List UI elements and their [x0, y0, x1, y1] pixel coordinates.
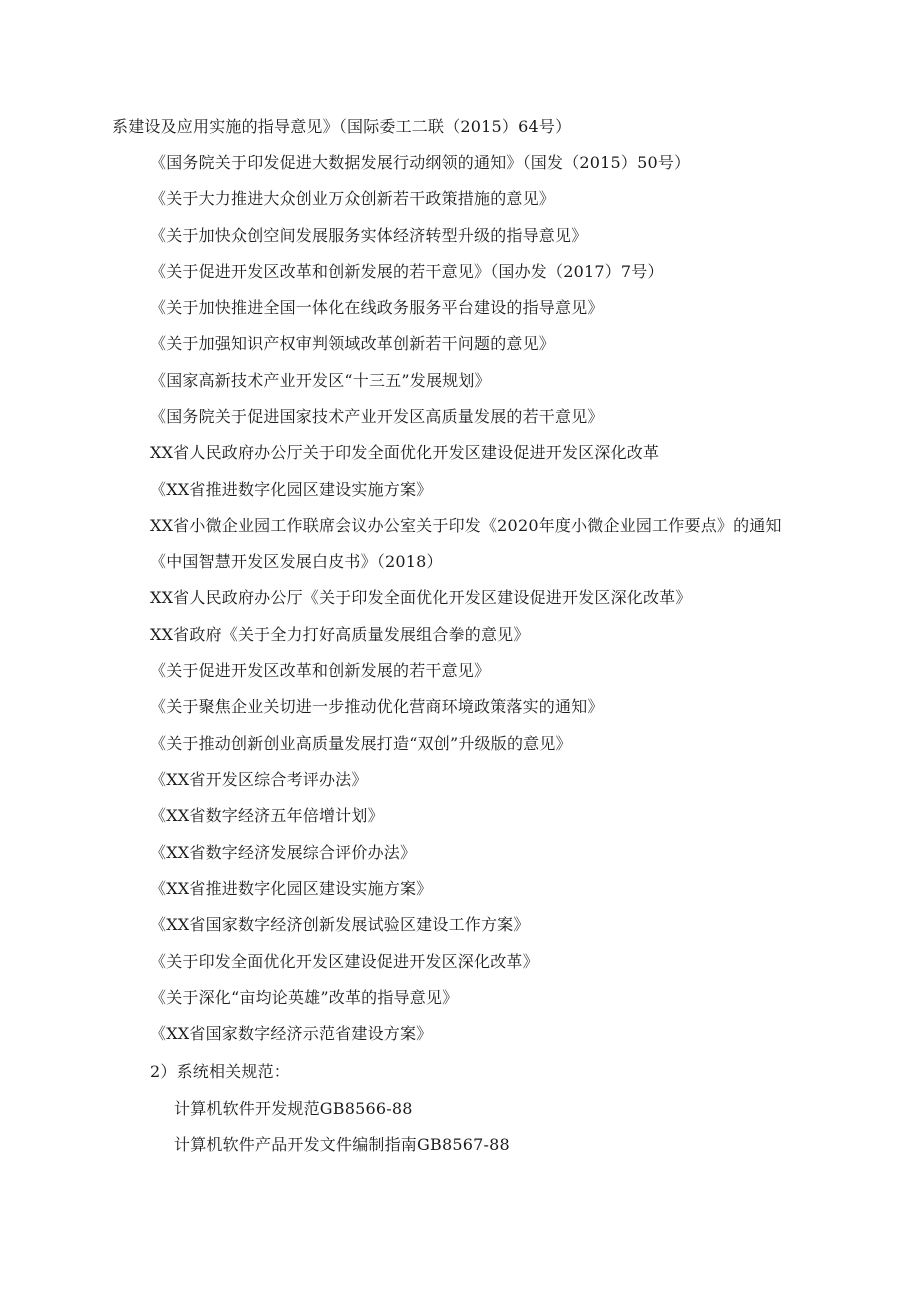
text-line: 《关于加强知识产权审判领域改革创新若干问题的意见》: [150, 334, 556, 353]
text-line: 《关于推动创新创业高质量发展打造“双创”升级版的意见》: [150, 734, 572, 753]
text-line: 计算机软件开发规范GB8566-88: [174, 1099, 413, 1118]
text-line: XX省政府《关于全力打好高质量发展组合拳的意见》: [150, 625, 530, 644]
text-line: 《关于大力推进大众创业万众创新若干政策措施的意见》: [150, 189, 556, 208]
text-line: 《关于深化“亩均论英雄”改革的指导意见》: [150, 988, 459, 1007]
text-line: 《XX省推进数字化园区建设实施方案》: [150, 480, 433, 499]
text-line: 《国务院关于促进国家技术产业开发区高质量发展的若干意见》: [150, 407, 604, 426]
text-line: 《关于促进开发区改革和创新发展的若干意见》（国办发（2017）7号）: [150, 262, 664, 281]
text-line: XX省小微企业园工作联席会议办公室关于印发《2020年度小微企业园工作要点》的通知: [150, 516, 782, 535]
text-line: 《国家高新技术产业开发区“十三五”发展规划》: [150, 371, 491, 390]
text-line: 《关于加快推进全国一体化在线政务服务平台建设的指导意见》: [150, 298, 604, 317]
text-line: 《XX省数字经济发展综合评价办法》: [150, 843, 417, 862]
text-line: 《关于印发全面优化开发区建设促进开发区深化改革》: [150, 952, 539, 971]
text-line: 《关于聚焦企业关切进一步推动优化营商环境政策落实的通知》: [150, 697, 604, 716]
section-heading: 2）系统相关规范：: [150, 1062, 290, 1081]
text-line: 系建设及应用实施的指导意见》（国际委工二联（2015）64号）: [112, 117, 572, 136]
text-line: 《XX省推进数字化园区建设实施方案》: [150, 879, 433, 898]
text-line: 《关于促进开发区改革和创新发展的若干意见》: [150, 661, 491, 680]
text-line: 《中国智慧开发区发展白皮书》（2018）: [150, 552, 443, 571]
text-line: 《XX省数字经济五年倍增计划》: [150, 806, 384, 825]
text-line: 《XX省国家数字经济示范省建设方案》: [150, 1024, 433, 1043]
text-line: 《XX省开发区综合考评办法》: [150, 770, 368, 789]
text-line: XX省人民政府办公厅《关于印发全面优化开发区建设促进开发区深化改革》: [150, 588, 692, 607]
text-line: 《国务院关于印发促进大数据发展行动纲领的通知》（国发（2015）50号）: [150, 153, 691, 172]
text-line: 《XX省国家数字经济创新发展试验区建设工作方案》: [150, 915, 530, 934]
text-line: XX省人民政府办公厅关于印发全面优化开发区建设促进开发区深化改革: [150, 443, 660, 462]
text-line: 《关于加快众创空间发展服务实体经济转型升级的指导意见》: [150, 226, 588, 245]
text-line: 计算机软件产品开发文件编制指南GB8567-88: [174, 1135, 510, 1154]
